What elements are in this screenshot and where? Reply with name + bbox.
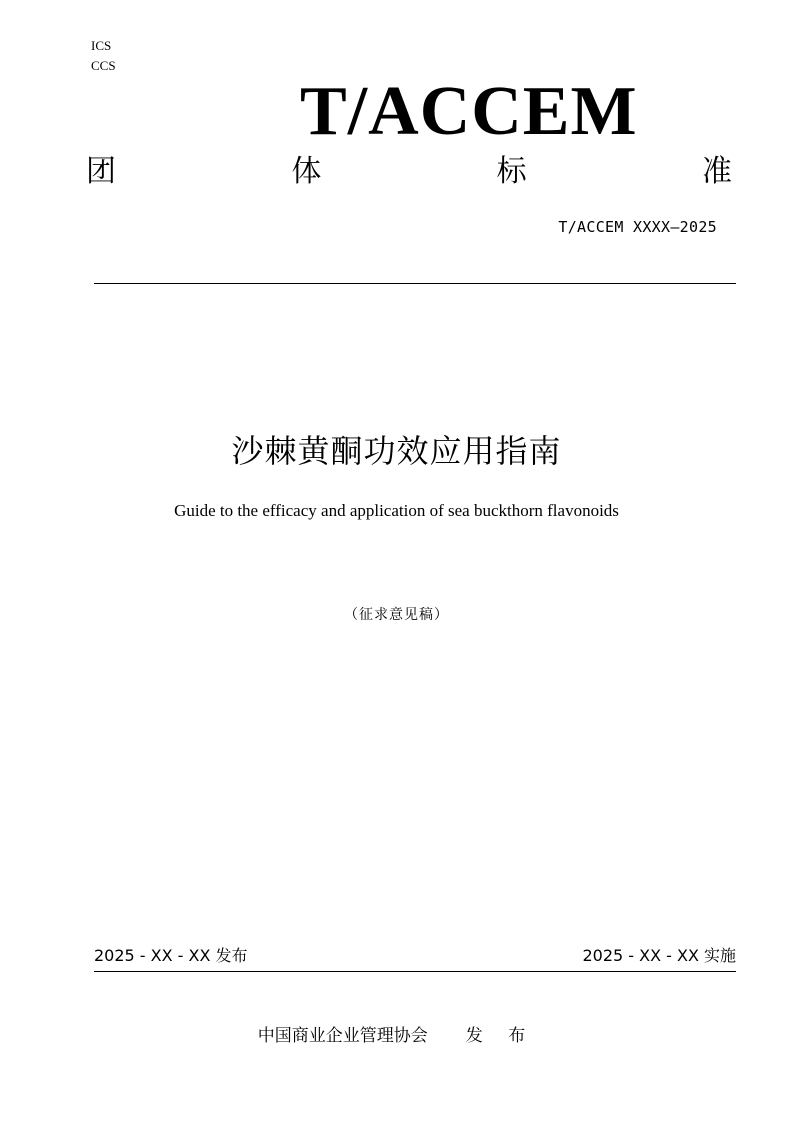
top-divider bbox=[94, 283, 736, 284]
issuer-line bbox=[0, 1024, 793, 1048]
ics-label: ICS bbox=[91, 38, 112, 53]
ccs-label: CCS bbox=[91, 58, 116, 73]
group-label-char: 团 bbox=[86, 154, 116, 189]
draft-status: （征求意见稿） bbox=[344, 608, 449, 623]
standard-brand-logo: T/ACCEM bbox=[300, 73, 638, 150]
group-label-char: 标 bbox=[496, 154, 527, 189]
document-title-chinese: 沙棘黄酮功效应用指南 bbox=[231, 432, 562, 470]
group-label-char: 体 bbox=[291, 154, 322, 189]
issuing-organization: 中国商业企业管理协会 bbox=[257, 1026, 428, 1046]
group-label-char: 准 bbox=[701, 154, 732, 189]
implementation-date: 2025 - XX - XX 实施 bbox=[582, 946, 736, 965]
issue-label: 发 布 bbox=[465, 1026, 536, 1046]
standard-number: T/ACCEM XXXX—2025 bbox=[558, 218, 717, 236]
group-standard-label bbox=[86, 152, 732, 192]
document-title-english: Guide to the efficacy and application of sea buckthorn flavonoids bbox=[174, 501, 619, 520]
bottom-divider bbox=[94, 971, 736, 972]
publish-date: 2025 - XX - XX 发布 bbox=[94, 946, 248, 965]
